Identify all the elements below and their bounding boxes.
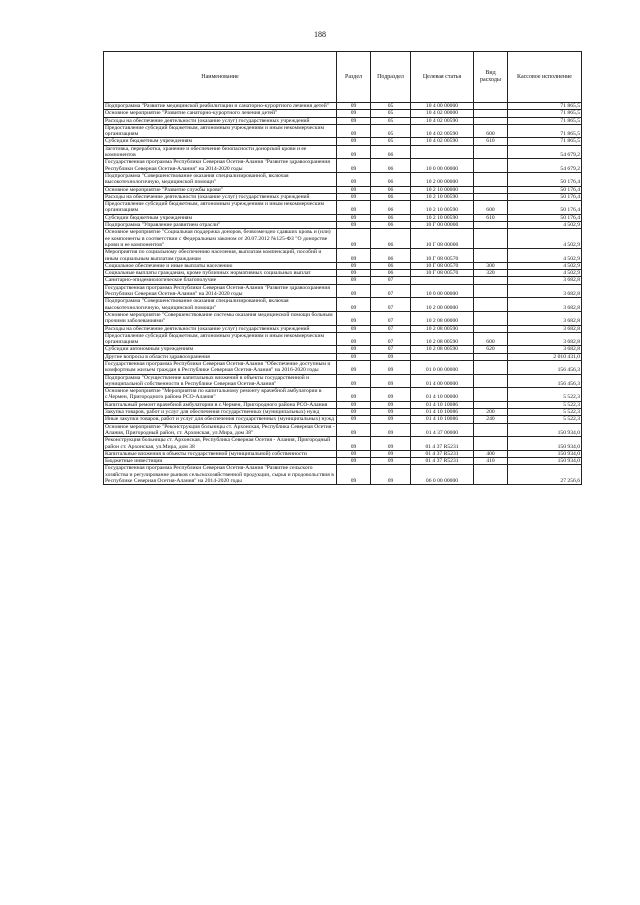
row-amount: 3 682,8	[508, 346, 582, 353]
row-section: 09	[337, 214, 371, 221]
row-section: 09	[337, 325, 371, 332]
budget-table	[103, 51, 582, 485]
row-amount: 5 522,3	[508, 401, 582, 408]
row-expense-type	[474, 103, 508, 110]
row-target-article	[411, 353, 474, 360]
row-section: 09	[337, 298, 371, 312]
row-amount: 27 256,6	[508, 465, 582, 485]
row-expense-type	[474, 117, 508, 124]
row-target-article: 01 4 10 10086	[411, 401, 474, 408]
row-target-article: 10 4 02 00590	[411, 124, 474, 138]
table-header-row	[104, 52, 582, 103]
row-name: Основное мероприятие "Совершенствование системы оказания медицинской помощи больным прочими заболеваниями"	[104, 311, 337, 325]
row-target-article: 01 4 10 00000	[411, 388, 474, 402]
row-name: Заготовка, переработка, хранение и обеспечение безопасности донорской крови и ее компонентов	[104, 145, 337, 159]
row-section: 09	[337, 374, 371, 388]
row-subsection: 09	[371, 450, 411, 457]
row-subsection: 06	[371, 214, 411, 221]
row-amount: 50 176,4	[508, 193, 582, 200]
row-amount: 50 176,4	[508, 172, 582, 186]
row-subsection: 06	[371, 159, 411, 173]
row-name: Закупка товаров, работ и услуг для обеспечения государственных (муниципальных) нужд	[104, 409, 337, 416]
row-expense-type	[474, 145, 508, 159]
row-name: Подпрограмма "Совершенствование оказания специализированной, включая высокотехнологичную, медицинской помощи"	[104, 298, 337, 312]
row-subsection: 06	[371, 186, 411, 193]
table-row	[104, 298, 582, 312]
row-name: Мероприятия по социальному обеспечению населения, выплатам компенсаций, пособий и иным социальным выплатам гражданам	[104, 249, 337, 263]
row-name: Предоставление субсидий бюджетным, автономным учреждениям и иным некоммерческим организациям	[104, 124, 337, 138]
row-amount: 156 456,3	[508, 374, 582, 388]
row-expense-type: 410	[474, 458, 508, 465]
row-subsection: 05	[371, 110, 411, 117]
row-subsection: 05	[371, 117, 411, 124]
table-row	[104, 277, 582, 284]
row-section: 09	[337, 423, 371, 437]
row-target-article: 01 0 00 00000	[411, 360, 474, 374]
row-target-article: 10 2 10 00590	[411, 214, 474, 221]
row-expense-type	[474, 249, 508, 263]
row-target-article: 10 0 00 00000	[411, 159, 474, 173]
row-expense-type	[474, 110, 508, 117]
table-row	[104, 172, 582, 186]
table-row	[104, 346, 582, 353]
row-section: 09	[337, 249, 371, 263]
row-target-article: 01 4 37 R5231	[411, 458, 474, 465]
row-expense-type	[474, 360, 508, 374]
row-target-article: 10 2 00 00000	[411, 298, 474, 312]
row-subsection: 07	[371, 346, 411, 353]
row-target-article: 10 4 02 00590	[411, 138, 474, 145]
table-row	[104, 388, 582, 402]
row-expense-type	[474, 353, 508, 360]
row-name: Предоставление субсидий бюджетным, автономным учреждениям и иным некоммерческим организациям	[104, 332, 337, 346]
row-amount: 3 682,8	[508, 332, 582, 346]
header-name: Наименование	[104, 52, 337, 103]
row-name: Расходы на обеспечение деятельности (оказание услуг) государственных учреждений	[104, 325, 337, 332]
row-expense-type	[474, 325, 508, 332]
row-name: Государственная программа Республики Северная Осетия-Алания "Обеспечение доступным и комфортным жильем граждан в Республике Северная Осетия-Алания" на 2016-2020 годы	[104, 360, 337, 374]
table-row	[104, 409, 582, 416]
row-target-article: 10 2 08 00590	[411, 332, 474, 346]
row-section: 09	[337, 186, 371, 193]
row-subsection: 09	[371, 416, 411, 423]
table-row	[104, 222, 582, 229]
row-name: Социальное обеспечение и иные выплаты населению	[104, 262, 337, 269]
row-expense-type	[474, 172, 508, 186]
row-subsection: 06	[371, 201, 411, 215]
row-subsection: 09	[371, 437, 411, 451]
row-section: 09	[337, 117, 371, 124]
row-name: Основное мероприятие "Социальная поддержка доноров, безвозмездно сдавших кровь и (или) ее компоненты в соответствии с Федеральным законом от 20.07.2012 №125-ФЗ "О донорстве крови и ее компонентов"	[104, 229, 337, 249]
row-target-article: 10 Г 08 00570	[411, 262, 474, 269]
row-target-article	[411, 277, 474, 284]
row-subsection: 05	[371, 124, 411, 138]
row-subsection: 09	[371, 374, 411, 388]
row-section: 09	[337, 401, 371, 408]
row-subsection: 07	[371, 277, 411, 284]
row-name: Основное мероприятие "Реконструкция больницы ст. Архонская, Республика Северная Осетия - Алания, Пригородный район, ст. Архонская, ул.Мира, дом 38"	[105, 423, 335, 436]
row-subsection: 07	[371, 332, 411, 346]
row-target-article: 10 2 00 00000	[411, 172, 474, 186]
row-expense-type	[474, 388, 508, 402]
table-row	[104, 270, 582, 277]
row-section: 09	[337, 193, 371, 200]
row-expense-type	[474, 465, 508, 485]
row-amount: 4 502,9	[508, 229, 582, 249]
row-target-article: 10 2 10 00590	[411, 193, 474, 200]
row-name: Реконструкция больницы ст. Архонская, Республика Северная Осетия - Алания, Пригородный район ст. Архонская, ул.Мира, дом 38	[104, 437, 337, 451]
header-expense-type: Вид расходы	[474, 52, 508, 103]
row-name: Субсидии автономным учреждениям	[104, 346, 337, 353]
row-subsection: 09	[371, 353, 411, 360]
row-subsection: 06	[371, 172, 411, 186]
row-name: Капитальные вложения в объекты государственной (муниципальной) собственности	[104, 450, 337, 457]
row-target-article: 10 2 08 00000	[411, 311, 474, 325]
row-name: Подпрограмма "Управление развитием отрасли"	[104, 222, 337, 229]
table-row	[104, 450, 582, 457]
row-name: Государственная программа Республики Северная Осетия-Алания "Развитие сельского хозяйства и регулирование рынков сельскохозяйственной продукции, сырья и продовольствия в Республике Северная Осетия-Алания" на 2014-2020 годы	[104, 465, 337, 485]
row-name: Другие вопросы в области здравоохранения	[104, 353, 337, 360]
row-subsection: 07	[371, 311, 411, 325]
row-amount: 50 176,4	[508, 186, 582, 193]
table-row	[104, 159, 582, 173]
row-name: Капитальный ремонт врачебной амбулатории в с.Чермен, Пригородного района РСО-Алания	[104, 401, 337, 408]
row-amount: 4 502,9	[508, 249, 582, 263]
row-amount: 50 176,4	[508, 214, 582, 221]
row-expense-type	[474, 437, 508, 451]
row-expense-type	[474, 229, 508, 249]
table-row	[104, 416, 582, 423]
row-amount: 3 682,8	[508, 325, 582, 332]
table-row	[104, 284, 582, 298]
row-expense-type	[474, 401, 508, 408]
row-subsection: 07	[371, 298, 411, 312]
row-name: Основное мероприятие "Развитие санаторно-курортного лечения детей"	[104, 110, 337, 117]
row-expense-type	[474, 159, 508, 173]
row-name: Основное мероприятие "Мероприятия по капитальному ремонту врачебной амбулатории в с.Чермен, Пригородного района РСО-Алания"	[104, 388, 337, 402]
row-subsection: 09	[371, 465, 411, 485]
row-section: 09	[337, 437, 371, 451]
row-amount: 3 682,8	[508, 298, 582, 312]
row-target-article: 10 Г 08 00570	[411, 249, 474, 263]
row-name: Расходы на обеспечение деятельности (оказание услуг) государственных учреждений	[104, 117, 337, 124]
row-expense-type: 600	[474, 201, 508, 215]
row-section: 09	[337, 416, 371, 423]
row-section: 09	[337, 346, 371, 353]
row-subsection: 07	[371, 284, 411, 298]
row-amount: 3 682,8	[508, 284, 582, 298]
row-section: 09	[337, 124, 371, 138]
row-section: 09	[337, 262, 371, 269]
table-row	[104, 117, 582, 124]
row-target-article: 10 Г 08 00570	[411, 270, 474, 277]
table-row	[104, 262, 582, 269]
row-name: Санитарно-эпидемиологическое благополучие	[104, 277, 337, 284]
row-expense-type: 620	[474, 346, 508, 353]
table-row	[104, 193, 582, 200]
row-target-article: 10 2 10 00590	[411, 201, 474, 215]
table-row	[104, 138, 582, 145]
row-subsection: 06	[371, 262, 411, 269]
row-section: 09	[337, 465, 371, 485]
row-subsection: 05	[371, 103, 411, 110]
row-target-article: 01 4 37 00000	[411, 423, 474, 437]
row-amount: 4 502,9	[508, 270, 582, 277]
row-amount: 71 865,5	[508, 138, 582, 145]
row-section: 09	[337, 110, 371, 117]
row-section: 09	[337, 409, 371, 416]
row-target-article: 10 4 00 00000	[411, 103, 474, 110]
row-subsection: 09	[371, 360, 411, 374]
row-amount: 54 679,2	[508, 145, 582, 159]
row-amount: 150 934,0	[508, 423, 582, 437]
row-section: 09	[337, 360, 371, 374]
row-subsection: 06	[371, 249, 411, 263]
row-section: 09	[337, 138, 371, 145]
row-section: 09	[337, 353, 371, 360]
row-section: 09	[337, 277, 371, 284]
row-name: Бюджетные инвестиции	[104, 458, 337, 465]
row-target-article: 10 2 08 00590	[411, 325, 474, 332]
row-section: 09	[337, 103, 371, 110]
row-name: Подпрограмма "Развитие медицинской реабилитации и санаторно-курортного лечения детей"	[104, 103, 337, 110]
table-row	[104, 103, 582, 110]
row-expense-type: 400	[474, 450, 508, 457]
row-name: Субсидии бюджетным учреждениям	[104, 138, 337, 145]
row-expense-type: 320	[474, 270, 508, 277]
row-name: Государственная программа Республики Северная Осетия-Алания "Развитие здравоохранения Республики Северная Осетия-Алания" на 2014-2020 годы	[104, 159, 337, 173]
table-row	[104, 465, 582, 485]
row-amount: 71 865,5	[508, 103, 582, 110]
table-row	[104, 110, 582, 117]
table-row	[104, 214, 582, 221]
row-name: Иные закупки товаров, работ и услуг для обеспечения государственных (муниципальных) нужд	[104, 416, 337, 423]
row-target-article: 10 Г 00 00000	[411, 222, 474, 229]
row-name: Субсидии бюджетным учреждениям	[104, 214, 337, 221]
row-section: 09	[337, 311, 371, 325]
row-expense-type: 600	[474, 124, 508, 138]
header-subsection: Подраздел	[371, 52, 411, 103]
row-amount: 4 502,9	[508, 222, 582, 229]
table-row	[104, 249, 582, 263]
row-name: Подпрограмма "Осуществление капитальных вложений в объекты государственной и муниципальной собственности в Республике Северная Осетия-Алания"	[104, 374, 337, 388]
row-amount: 4 502,9	[508, 262, 582, 269]
row-expense-type: 200	[474, 409, 508, 416]
row-expense-type	[474, 311, 508, 325]
row-amount: 71 865,5	[508, 117, 582, 124]
row-amount: 5 522,3	[508, 416, 582, 423]
row-amount: 150 934,0	[508, 458, 582, 465]
row-subsection: 06	[371, 270, 411, 277]
row-subsection: 06	[371, 222, 411, 229]
row-expense-type: 300	[474, 262, 508, 269]
row-amount: 2 010 431,0	[508, 353, 582, 360]
table-row	[104, 145, 582, 159]
row-target-article: 10 0 00 00000	[411, 284, 474, 298]
row-section: 09	[337, 201, 371, 215]
row-name: Государственная программа Республики Северная Осетия-Алания "Развитие здравоохранения Республики Северная Осетия-Алания" на 2014-2020 годы	[104, 284, 337, 298]
row-subsection: 07	[371, 325, 411, 332]
row-amount: 5 522,3	[508, 388, 582, 402]
row-expense-type	[474, 284, 508, 298]
row-section: 09	[337, 222, 371, 229]
row-target-article: 06 0 00 00000	[411, 465, 474, 485]
row-target-article: 01 4 37 R5231	[411, 450, 474, 457]
row-name: Предоставление субсидий бюджетным, автономным учреждениям и иным некоммерческим организациям	[104, 201, 337, 215]
row-target-article: 01 4 37 R5231	[411, 437, 474, 451]
row-target-article: 10 2 10 00000	[411, 186, 474, 193]
row-expense-type	[474, 186, 508, 193]
row-expense-type: 240	[474, 416, 508, 423]
row-target-article: 01 4 00 00000	[411, 374, 474, 388]
table-row	[104, 311, 582, 325]
row-name: Расходы на обеспечение деятельности (оказание услуг) государственных учреждений	[104, 193, 337, 200]
table-row	[104, 458, 582, 465]
table-row	[104, 201, 582, 215]
row-target-article: 10 2 08 00590	[411, 346, 474, 353]
row-section: 09	[337, 270, 371, 277]
header-section: Раздел	[337, 52, 371, 103]
row-amount: 5 522,3	[508, 409, 582, 416]
row-expense-type: 610	[474, 138, 508, 145]
row-expense-type	[474, 193, 508, 200]
table-row	[104, 229, 582, 249]
row-amount: 3 682,8	[508, 311, 582, 325]
row-section: 09	[337, 458, 371, 465]
table-row	[104, 325, 582, 332]
row-amount: 3 682,8	[508, 277, 582, 284]
row-target-article: 01 4 10 10086	[411, 416, 474, 423]
row-expense-type	[474, 374, 508, 388]
table-row	[104, 423, 582, 437]
row-amount: 150 934,0	[508, 437, 582, 451]
row-expense-type: 600	[474, 332, 508, 346]
row-section: 09	[337, 332, 371, 346]
row-section: 09	[337, 145, 371, 159]
row-target-article: 01 4 10 10086	[411, 409, 474, 416]
table-row	[104, 332, 582, 346]
row-amount: 150 934,0	[508, 450, 582, 457]
row-section: 09	[337, 172, 371, 186]
row-amount: 71 865,5	[508, 124, 582, 138]
row-section: 09	[337, 284, 371, 298]
table-row	[104, 437, 582, 451]
row-subsection: 05	[371, 138, 411, 145]
row-subsection: 09	[371, 458, 411, 465]
header-cash-execution: Кассовое исполнение	[508, 52, 582, 103]
table-row	[104, 353, 582, 360]
row-subsection: 06	[371, 145, 411, 159]
row-subsection: 09	[371, 388, 411, 402]
row-expense-type: 610	[474, 214, 508, 221]
row-target-article: 10 4 02 00590	[411, 117, 474, 124]
row-target-article: 10 4 02 00000	[411, 110, 474, 117]
header-target-article: Целевая статья	[411, 52, 474, 103]
table-row	[104, 124, 582, 138]
table-row	[104, 186, 582, 193]
row-amount: 50 176,4	[508, 201, 582, 215]
row-subsection: 09	[371, 409, 411, 416]
row-amount: 156 456,3	[508, 360, 582, 374]
row-expense-type	[474, 277, 508, 284]
row-amount: 54 679,2	[508, 159, 582, 173]
row-section: 09	[337, 450, 371, 457]
row-subsection: 06	[371, 229, 411, 249]
row-name: Подпрограмма "Совершенствование оказания специализированной, включая высокотехнологичную, медицинской помощи"	[104, 172, 337, 186]
row-name: Основное мероприятие "Развитие службы крови"	[104, 186, 337, 193]
page-number: 188	[314, 30, 326, 39]
table-row	[104, 374, 582, 388]
row-target-article: 10 Г 08 00000	[411, 229, 474, 249]
row-expense-type	[474, 298, 508, 312]
row-target-article	[411, 145, 474, 159]
table-body	[104, 103, 582, 485]
row-expense-type	[474, 423, 508, 437]
row-subsection: 06	[371, 193, 411, 200]
table-row	[104, 360, 582, 374]
row-section: 09	[337, 159, 371, 173]
row-name: Социальные выплаты гражданам, кроме публичных нормативных социальных выплат	[104, 270, 337, 277]
table-row	[104, 401, 582, 408]
row-section: 09	[337, 229, 371, 249]
row-subsection: 09	[371, 401, 411, 408]
row-amount: 71 865,5	[508, 110, 582, 117]
row-section: 09	[337, 388, 371, 402]
row-expense-type	[474, 222, 508, 229]
row-subsection: 09	[371, 423, 411, 437]
